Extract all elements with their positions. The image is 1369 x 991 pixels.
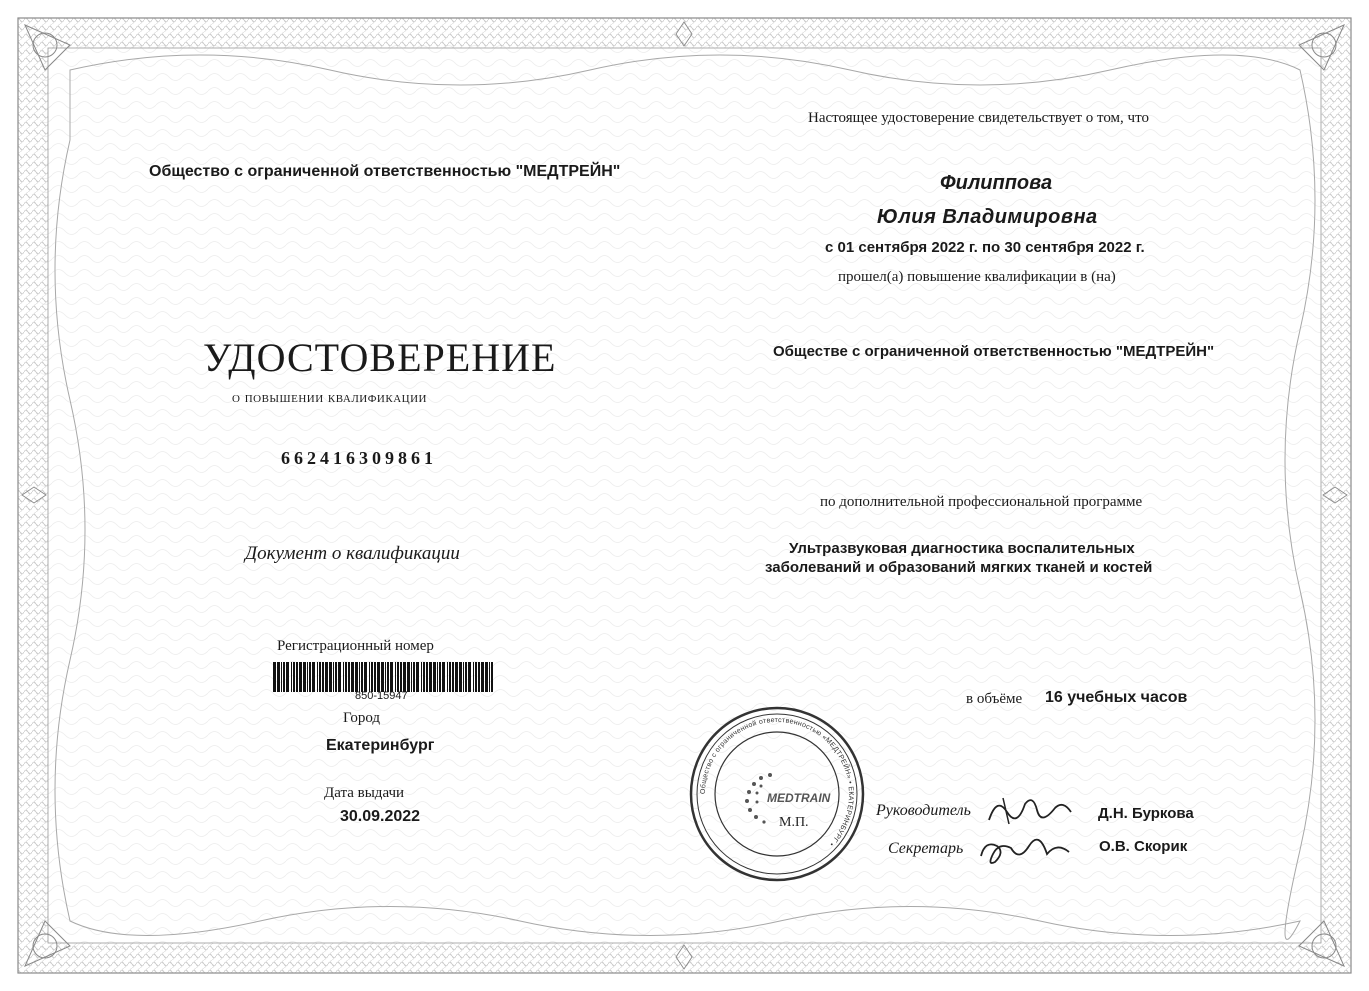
issuer-organization: Общество с ограниченной ответственностью "МЕДТРЕЙН" xyxy=(149,163,621,180)
volume-value: 16 учебных часов xyxy=(1045,689,1188,706)
city-label: Город xyxy=(343,710,381,726)
document-title: УДОСТОВЕРЕНИЕ xyxy=(203,335,557,380)
holder-given-names: Юлия Владимировна xyxy=(877,206,1098,228)
organization-stamp xyxy=(687,704,867,884)
training-period: с 01 сентября 2022 г. по 30 сентября 2022 г. xyxy=(825,239,1145,256)
barcode xyxy=(271,662,497,692)
secretary-role-label: Секретарь xyxy=(888,840,964,857)
secretary-name: О.В. Скорик xyxy=(1099,838,1188,855)
city-value: Екатеринбург xyxy=(326,737,435,754)
stamp-center-text: М.П. xyxy=(779,815,809,830)
volume-label: в объёме xyxy=(966,691,1023,707)
head-signature xyxy=(985,790,1075,830)
program-title-line-2: заболеваний и образований мягких тканей и костей xyxy=(765,559,1153,576)
document-subtitle: о повышении квалификации xyxy=(232,390,427,406)
document-kind: Документ о квалификации xyxy=(245,543,460,564)
intro-text: Настоящее удостоверение свидетельствует о том, что xyxy=(808,110,1149,126)
stamp-logo-text: MEDTRAIN xyxy=(767,791,831,805)
issue-date-label: Дата выдачи xyxy=(324,785,405,801)
registration-label: Регистрационный номер xyxy=(277,638,434,654)
passed-text: прошел(а) повышение квалификации в (на) xyxy=(838,269,1116,285)
secretary-signature xyxy=(975,832,1075,872)
head-name: Д.Н. Буркова xyxy=(1098,805,1194,822)
program-title-line-1: Ультразвуковая диагностика воспалительных xyxy=(789,540,1135,557)
issue-date-value: 30.09.2022 xyxy=(340,808,421,825)
svg-text:Общество с ограниченной ответс xyxy=(699,717,854,847)
stamp-ring-text: Общество с ограниченной ответственностью «МЕДТРЕЙН» • ЕКАТЕРИНБУРГ • xyxy=(699,716,855,848)
head-role-label: Руководитель xyxy=(876,802,971,819)
holder-surname: Филиппова xyxy=(940,172,1053,194)
training-organization: Обществе с ограниченной ответственностью "МЕДТРЕЙН" xyxy=(773,343,1215,360)
registration-number: 850-15947 xyxy=(355,690,408,702)
program-label: по дополнительной профессиональной программе xyxy=(820,494,1143,510)
document-number: 662416309861 xyxy=(281,448,437,468)
